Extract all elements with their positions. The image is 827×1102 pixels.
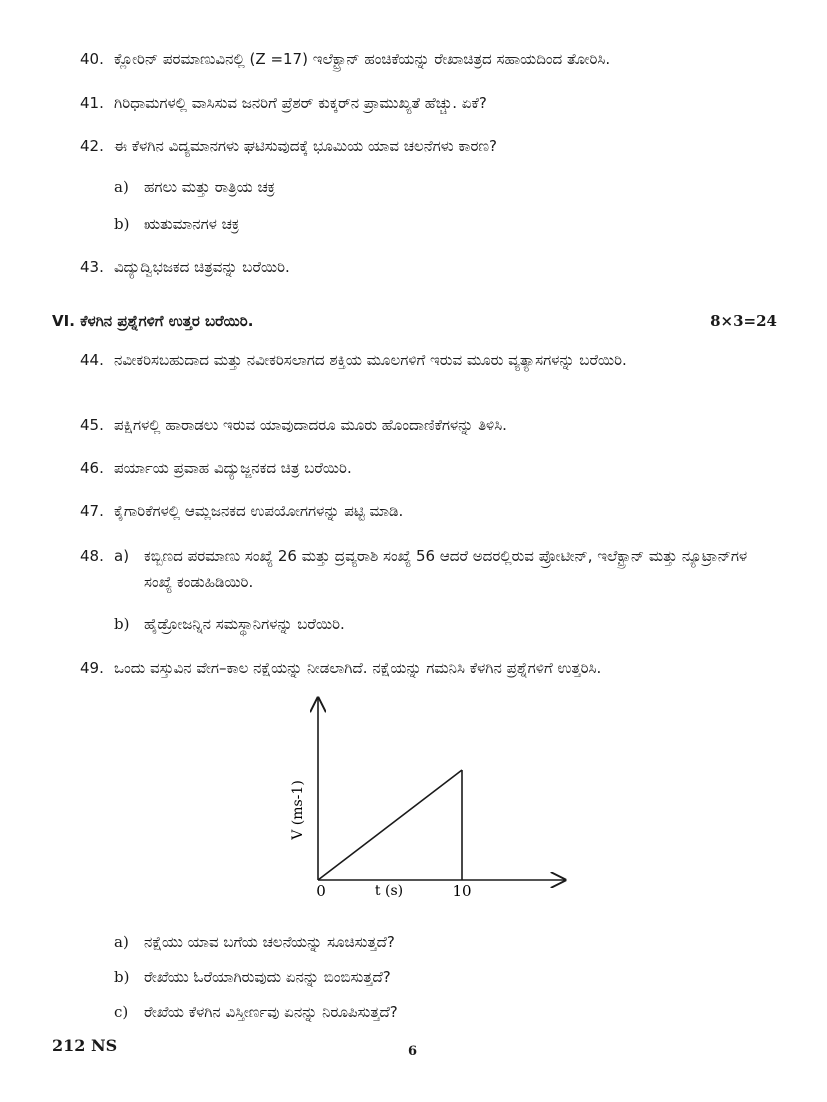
- question-number: 45.: [80, 416, 104, 434]
- velocity-time-graph: [0, 690, 827, 910]
- question-number: 48.: [80, 547, 104, 565]
- question-text: ಕೈಗಾರಿಕೆಗಳಲ್ಲಿ ಆಮ್ಲಜನಕದ ಉಪಯೋಗಗಳನ್ನು ಪಟ್ಟಿ ಮಾಡಿ.: [114, 502, 404, 520]
- x-axis-label: t (s): [374, 883, 404, 899]
- option-text: ನಕ್ಷೆಯು ಯಾವ ಬಗೆಯ ಚಲನೆಯನ್ನು ಸೂಚಿಸುತ್ತದೆ?: [144, 933, 395, 951]
- option-label: a): [114, 547, 130, 565]
- option-text: ಋತುಮಾನಗಳ ಚಕ್ರ: [144, 215, 240, 233]
- option-label: c): [114, 1003, 129, 1021]
- option-text: ಹಗಲು ಮತ್ತು ರಾತ್ರಿಯ ಚಕ್ರ: [144, 178, 276, 196]
- question-text: ನವೀಕರಿಸಬಹುದಾದ ಮತ್ತು ನವೀಕರಿಸಲಾಗದ ಶಕ್ತಿಯ ಮೂಲಗಳಿಗೆ ಇರುವ ಮೂರು ವ್ಯತ್ಯಾಸಗಳನ್ನು ಬರೆಯಿರಿ.: [114, 351, 627, 369]
- section-marks: 8×3=24: [710, 312, 777, 330]
- option-text: ರೇಖೆಯು ಓರೆಯಾಗಿರುವುದು ಏನನ್ನು ಬಿಂಬಿಸುತ್ತದೆ?: [144, 968, 391, 986]
- question-text: ಪರ್ಯಾಯ ಪ್ರವಾಹ ವಿದ್ಯುಜ್ಜನಕದ ಚಿತ್ರ ಬರೆಯಿರಿ.: [114, 459, 352, 477]
- option-label: b): [114, 615, 130, 633]
- question-text: ಪಕ್ಷಿಗಳಲ್ಲಿ ಹಾರಾಡಲು ಇರುವ ಯಾವುದಾದರೂ ಮೂರು ಹೊಂದಾಣಿಕೆಗಳನ್ನು ತಿಳಿಸಿ.: [114, 416, 507, 434]
- question-text: ಗಿರಿಧಾಮಗಳಲ್ಲಿ ವಾಸಿಸುವ ಜನರಿಗೆ ಪ್ರೆಶರ್ ಕುಕ್ಕರ್‌ನ ಪ್ರಾಮುಖ್ಯತೆ ಹೆಚ್ಚು. ಏಕೆ?: [114, 94, 487, 112]
- question-number: 41.: [80, 94, 104, 112]
- option-label: b): [114, 968, 130, 986]
- question-number: 44.: [80, 351, 104, 369]
- question-number: 43.: [80, 258, 104, 276]
- option-label: a): [114, 933, 129, 951]
- option-text: ಕಬ್ಬಿಣದ ಪರಮಾಣು ಸಂಖ್ಯೆ 26 ಮತ್ತು ದ್ರವ್ಯರಾಶಿ ಸಂಖ್ಯೆ 56 ಆದರೆ ಅದರಲ್ಲಿರುವ ಪ್ರೋಟೀನ್, ಇಲೆಕ್ಟ್ರಾನ್ ಮತ್ತು ನ್ಯೂಟ್ರಾನ್‌ಗಳ ಸಂಖ್ಯೆ ಕಂಡುಹಿಡಿಯಿರಿ.: [144, 547, 748, 591]
- question-text: ವಿದ್ಯುದ್ವಿಭಜಕದ ಚಿತ್ರವನ್ನು ಬರೆಯಿರಿ.: [114, 258, 290, 276]
- page-number: 6: [408, 1044, 418, 1059]
- paper-code: 212 NS: [52, 1036, 118, 1055]
- x-tick-label-10: 10: [452, 882, 472, 900]
- question-text: ಒಂದು ವಸ್ತುವಿನ ವೇಗ–ಕಾಲ ನಕ್ಷೆಯನ್ನು ನೀಡಲಾಗಿದೆ. ನಕ್ಷೆಯನ್ನು ಗಮನಿಸಿ ಕೆಳಗಿನ ಪ್ರಶ್ನೆಗಳಿಗೆ ಉತ್ತರಿಸಿ.: [114, 659, 602, 677]
- question-text: ಕ್ಲೋರಿನ್ ಪರಮಾಣುವಿನಲ್ಲಿ (Z =17) ಇಲೆಕ್ಟ್ರಾನ್ ಹಂಚಿಕೆಯನ್ನು ರೇಖಾಚಿತ್ರದ ಸಹಾಯದಿಂದ ತೋರಿಸಿ.: [114, 50, 611, 68]
- y-axis-label: V (ms-1): [290, 780, 306, 840]
- option-label: b): [114, 215, 130, 233]
- section-heading: [52, 308, 777, 334]
- question-number: 46.: [80, 459, 104, 477]
- option-label: a): [114, 178, 129, 196]
- section-title: VI. ಕೆಳಗಿನ ಪ್ರಶ್ನೆಗಳಿಗೆ ಉತ್ತರ ಬರೆಯಿರಿ.: [52, 312, 254, 330]
- question-number: 47.: [80, 502, 104, 520]
- option-text: ಹೈಡ್ರೋಜನ್ನಿನ ಸಮಸ್ಥಾನಿಗಳನ್ನು ಬರೆಯಿರಿ.: [144, 615, 345, 633]
- question-number: 40.: [80, 50, 104, 68]
- question-text: ಈ ಕೆಳಗಿನ ವಿದ್ಯಮಾನಗಳು ಘಟಿಸುವುದಕ್ಕೆ ಭೂಮಿಯ ಯಾವ ಚಲನೆಗಳು ಕಾರಣ?: [114, 137, 498, 155]
- question-number: 49.: [80, 659, 104, 677]
- question-number: 42.: [80, 137, 104, 155]
- x-tick-label-0: 0: [316, 882, 326, 900]
- velocity-line: [318, 770, 462, 880]
- option-text: ರೇಖೆಯ ಕೆಳಗಿನ ವಿಸ್ತೀರ್ಣವು ಏನನ್ನು ನಿರೂಪಿಸುತ್ತದೆ?: [144, 1003, 398, 1021]
